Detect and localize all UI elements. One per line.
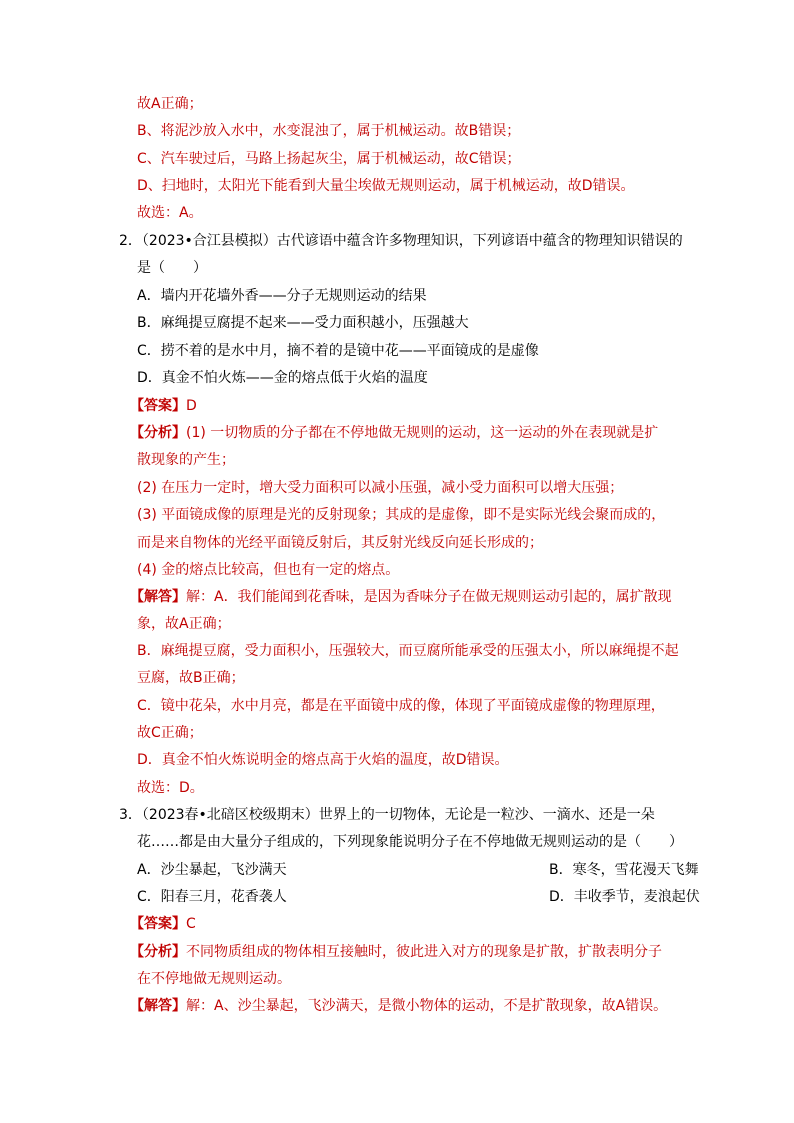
answer-value: C [186,916,196,932]
q1-solution-line: D、扫地时，太阳光下能看到大量尘埃做无规则运动，属于机械运动，故D错误。 [137,178,635,194]
q2-analysis-line: (4) 金的熔点比较高，但也有一定的熔点。 [137,562,400,578]
q1-solution-line: 故选：A。 [137,205,203,221]
solution-text: 解：A．我们能闻到花香味，是因为香味分子在做无规则运动引起的，属扩散现 [186,589,672,605]
q2-analysis-line: (2) 在压力一定时，增大受力面积可以减小压强，减小受力面积可以增大压强； [137,480,624,496]
q1-solution-line: B、将泥沙放入水中，水变混浊了，属于机械运动。故B错误； [137,123,521,139]
q3-stem: 花……都是由大量分子组成的，下列现象能说明分子在不停地做无规则运动的是（ ） [137,834,683,850]
q2-answer [130,396,197,416]
q2-analysis [130,423,658,443]
q3-option-row [137,887,700,907]
q2-solution [130,587,672,607]
analysis-tag: 【分析】 [130,944,186,960]
q3-option-row [137,860,699,880]
q2-solution-line: 豆腐，故B正确； [137,670,245,686]
q3-option-a: A．沙尘暴起，飞沙满天 [137,862,287,878]
analysis-tag: 【分析】 [130,425,186,441]
q2-stem: 2．（2023•合江县模拟）古代谚语中蕴含许多物理知识，下列谚语中蕴含的物理知识错误的 [119,233,683,249]
solution-tag: 【解答】 [130,589,186,605]
q3-option-d: D．丰收季节，麦浪起伏 [549,889,700,905]
answer-value: D [186,398,197,414]
q2-solution-line: 故选：D。 [137,780,204,796]
q3-answer [130,914,196,934]
q2-option-a: A．墙内开花墙外香——分子无规则运动的结果 [137,288,427,304]
q2-analysis-line: 散现象的产生； [137,452,235,468]
analysis-text: 不同物质组成的物体相互接触时，彼此进入对方的现象是扩散，扩散表明分子 [186,944,662,960]
q1-solution-line: 故A正确； [137,96,203,112]
answer-tag: 【答案】 [130,398,186,414]
q2-analysis-line: (3) 平面镜成像的原理是光的反射现象；其成的是虚像，即不是实际光线会聚而成的， [137,507,666,523]
q2-analysis-line: 而是来自物体的光经平面镜反射后，其反射光线反向延长形成的； [137,535,543,551]
q2-option-b: B．麻绳提豆腐提不起来——受力面积越小，压强越大 [137,315,469,331]
q1-solution-line: C、汽车驶过后，马路上扬起灰尘，属于机械运动，故C错误； [137,151,521,167]
q2-solution-line: 象，故A正确； [137,616,231,632]
analysis-text: (1) 一切物质的分子都在不停地做无规则的运动，这一运动的外在表现就是扩 [186,425,659,441]
solution-text: 解：A、沙尘暴起，飞沙满天，是微小物体的运动，不是扩散现象，故A错误。 [186,998,668,1014]
q2-option-d: D．真金不怕火炼——金的熔点低于火焰的温度 [137,370,428,386]
answer-tag: 【答案】 [130,916,186,932]
q2-solution-line: D．真金不怕火炼说明金的熔点高于火焰的温度，故D错误。 [137,752,509,768]
q3-option-c: C．阳春三月，花香袭人 [137,889,287,905]
solution-tag: 【解答】 [130,998,186,1014]
q3-analysis-line: 在不停地做无规则运动。 [137,971,291,987]
q3-solution [130,996,667,1016]
q3-analysis [130,942,662,962]
q2-solution-line: 故C正确； [137,725,203,741]
q2-stem: 是（ ） [137,260,207,276]
q2-option-c: C．捞不着的是水中月，摘不着的是镜中花——平面镜成的是虚像 [137,343,539,359]
q2-solution-line: B．麻绳提豆腐，受力面积小，压强较大，而豆腐所能承受的压强太小，所以麻绳提不起 [137,643,679,659]
q2-solution-line: C．镜中花朵，水中月亮，都是在平面镜中成的像，体现了平面镜成虚像的物理原理， [137,698,665,714]
q3-stem: 3．（2023春•北碚区校级期末）世界上的一切物体，无论是一粒沙、一滴水、还是一朵 [119,807,655,823]
q3-option-b: B．寒冬，雪花漫天飞舞 [549,862,699,878]
